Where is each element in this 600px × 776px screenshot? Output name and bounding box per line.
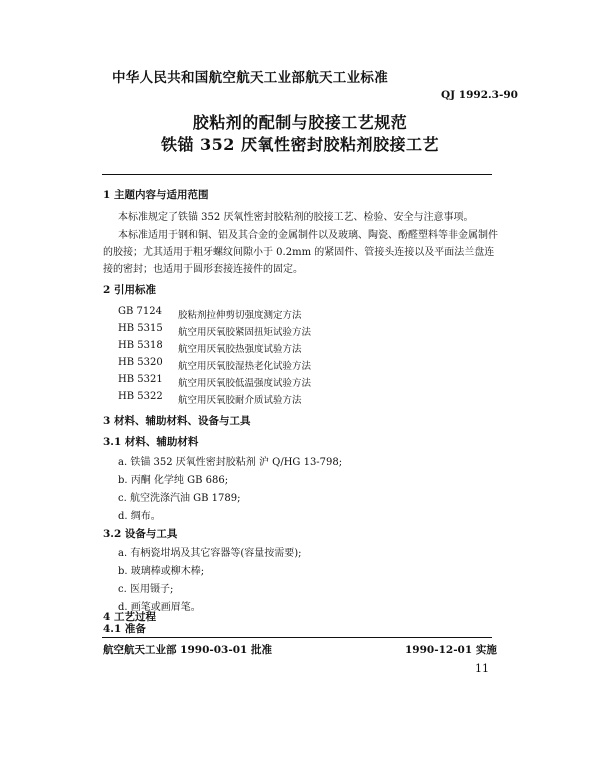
reference-title: 航空用厌氧胶紧固扭矩试验方法 (178, 327, 312, 338)
reference-code: HB 5322 (118, 391, 163, 402)
list-item: c. 航空洗涤汽油 GB 1789; (118, 493, 241, 504)
reference-title: 航空用厌氧胶热强度试验方法 (178, 344, 302, 355)
reference-code: HB 5320 (118, 357, 163, 368)
standard-code: QJ 1992.3-90 (441, 89, 518, 101)
document-title: 胶粘剂的配制与胶接工艺规范 (192, 113, 408, 132)
list-item: b. 丙酮 化学纯 GB 686; (118, 475, 229, 486)
section-1-paragraph-1: 本标准规定了铁锚 352 厌氧性密封胶粘剂的胶接工艺、检验、安全与注意事项。 (118, 212, 474, 223)
section-4-heading: 4 工艺过程 (103, 611, 156, 623)
list-item: a. 铁锚 352 厌氧性密封胶粘剂 沪 Q/HG 13-798; (118, 457, 343, 468)
reference-code: HB 5321 (118, 374, 163, 385)
issuing-authority: 中华人民共和国航空航天工业部航天工业标准 (112, 70, 388, 86)
reference-title: 航空用厌氧胶耐介质试验方法 (178, 395, 302, 406)
section-3-2-heading: 3.2 设备与工具 (103, 528, 178, 540)
reference-code: HB 5315 (118, 323, 163, 334)
reference-code: GB 7124 (118, 306, 162, 317)
reference-title: 航空用厌氧胶湿热老化试验方法 (178, 361, 312, 372)
list-item: b. 玻璃棒或柳木棒; (118, 566, 205, 577)
reference-title: 航空用厌氧胶低温强度试验方法 (178, 378, 312, 389)
implementation-date: 1990-12-01 实施 (405, 644, 497, 656)
list-item: c. 医用镊子; (118, 584, 174, 595)
section-3-1-heading: 3.1 材料、辅助材料 (103, 436, 199, 448)
section-3-heading: 3 材料、辅助材料、设备与工具 (103, 415, 251, 427)
list-item: a. 有柄瓷坩埚及其它容器等(容量按需要); (118, 548, 302, 559)
page-number: 11 (475, 662, 489, 675)
list-item: d. 绸布。 (118, 511, 161, 522)
section-1-heading: 1 主题内容与适用范围 (103, 189, 209, 201)
section-1-paragraph-2-line-2: 的胶接；尤其适用于粗牙螺纹间隙小于 0.2mm 的紧固件、管接头连接以及平面法兰盘连 (103, 247, 495, 258)
section-2-heading: 2 引用标准 (103, 284, 156, 296)
footer-divider (102, 637, 492, 638)
list-item: d. 画笔或画眉笔。 (118, 602, 201, 613)
section-4-1-heading: 4.1 准备 (103, 623, 146, 635)
approval-date: 航空航天工业部 1990-03-01 批准 (103, 644, 272, 656)
reference-title: 胶粘剂拉伸剪切强度测定方法 (178, 310, 302, 321)
reference-code: HB 5318 (118, 340, 163, 351)
section-1-paragraph-2-line-1: 本标准适用于钢和铜、铝及其合金的金属制件以及玻璃、陶瓷、酚醛塑料等非金属制件 (118, 230, 498, 241)
section-1-paragraph-2-line-3: 接的密封；也适用于圆形套接连接件的固定。 (103, 264, 303, 275)
document-subtitle: 铁锚 352 厌氧性密封胶粘剂胶接工艺 (160, 135, 440, 154)
header-divider (102, 174, 492, 175)
